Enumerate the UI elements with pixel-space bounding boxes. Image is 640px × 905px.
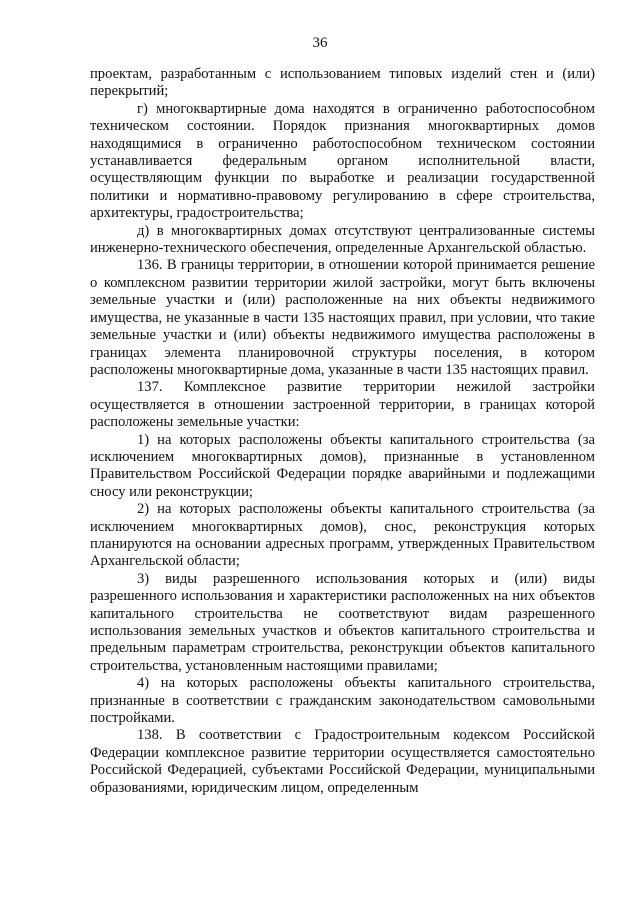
paragraph-137: 137. Комплексное развитие территории нежилой застройки осуществляется в отношении застроенной территории, в границах которой расположены земельные участки: (90, 379, 595, 431)
paragraph-137-item-4: 4) на которых расположены объекты капитального строительства, признанные в соответствии с гражданским законодательством самовольными постройками. (90, 675, 595, 727)
paragraph-item-g: г) многоквартирные дома находятся в ограниченно работоспособном техническом состоянии. Порядок признания многоквартирных домов находящимися в ограниченно работоспособном техническом состоянии устанавливается федеральным органом исполнительной власти, осуществляющим функции по выработке и реализации государственной политики и нормативно-правовому регулированию в сфере строительства, архитектуры, градостроительства; (90, 100, 595, 222)
paragraph-137-item-1: 1) на которых расположены объекты капитального строительства (за исключением многоквартирных домов), признанные в установленном Правительством Российской Федерации порядке аварийными и подлежащими сносу или реконструкции; (90, 431, 595, 500)
paragraph-continuation: проектам, разработанным с использованием типовых изделий стен и (или) перекрытий; (90, 66, 595, 100)
paragraph-137-item-3: 3) виды разрешенного использования которых и (или) виды разрешенного использования и характеристики расположенных на них объектов капитального строительства не соответствуют видам разрешенного использования земельных участков и объектов капитального строительства и предельным параметрам строительства, реконструкции объектов капитального строительства, установленным настоящими правилами; (90, 570, 595, 674)
page-number: 36 (312, 35, 328, 51)
paragraph-138: 138. В соответствии с Градостроительным кодексом Российской Федерации комплексное развитие территории осуществляется самостоятельно Российской Федерацией, субъектами Российской Федерации, муниципальными образованиями, юридическим лицом, определенным (90, 727, 595, 796)
paragraph-136: 136. В границы территории, в отношении которой принимается решение о комплексном развитии территории жилой застройки, могут быть включены земельные участки и (или) расположенные на них объекты недвижимого имущества, не указанные в части 135 настоящих правил, при условии, что такие земельные участки и (или) объекты недвижимого имущества расположены в границах элемента планировочной структуры поселения, в котором расположены многоквартирные дома, указанные в части 135 настоящих правил. (90, 257, 595, 378)
paragraph-item-d: д) в многоквартирных домах отсутствуют централизованные системы инженерно-технического обеспечения, определенные Архангельской областью. (90, 222, 595, 257)
paragraph-137-item-2: 2) на которых расположены объекты капитального строительства (за исключением многоквартирных домов), снос, реконструкция которых планируются на основании адресных программ, утвержденных Правительством Архангельской области; (90, 501, 595, 570)
document-body (90, 66, 595, 797)
